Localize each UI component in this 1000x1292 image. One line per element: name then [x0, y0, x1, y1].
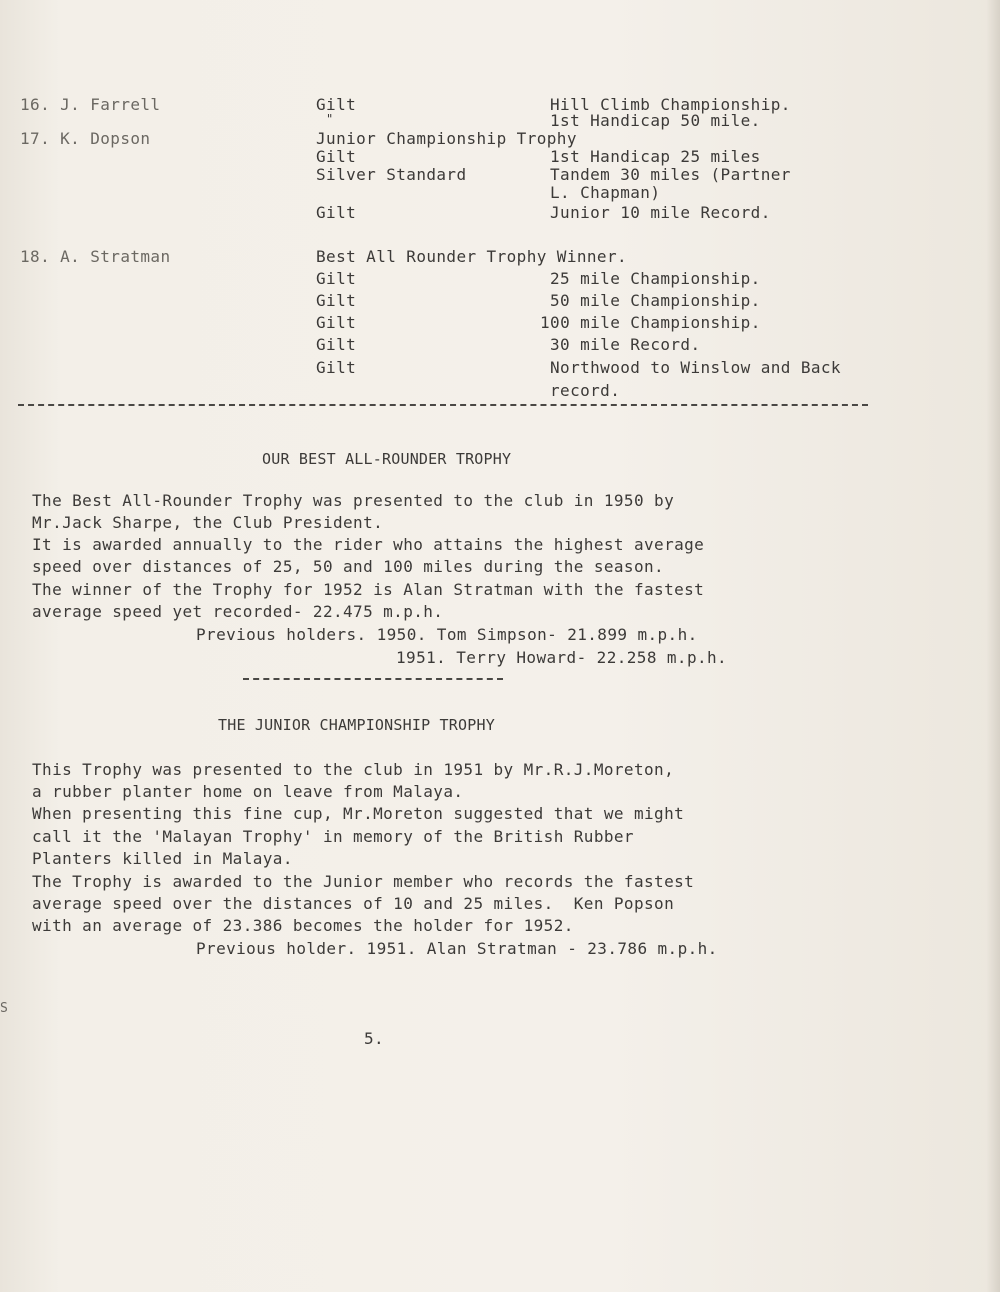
- paragraph-line: It is awarded annually to the rider who attains the highest average: [32, 535, 705, 554]
- paragraph-line: call it the 'Malayan Trophy' in memory of the British Rubber: [32, 827, 634, 846]
- paragraph-line: speed over distances of 25, 50 and 100 miles during the season.: [32, 557, 665, 576]
- page-number: 5.: [364, 1029, 385, 1048]
- award-event: 100 mile Championship.: [540, 313, 761, 332]
- award-type: Gilt: [316, 95, 357, 114]
- award-type: Gilt: [316, 335, 357, 354]
- award-type: Best All Rounder Trophy Winner.: [316, 247, 628, 266]
- previous-holders: 1951. Terry Howard- 22.258 m.p.h.: [396, 648, 728, 667]
- award-name: 16. J. Farrell: [20, 95, 161, 114]
- paragraph-line: with an average of 23.386 becomes the holder for 1952.: [32, 916, 574, 935]
- section-divider-short: [243, 678, 503, 680]
- award-name: 17. K. Dopson: [20, 129, 151, 148]
- award-event: Tandem 30 miles (Partner: [550, 165, 791, 184]
- section-divider: [18, 404, 868, 406]
- award-event: Northwood to Winslow and Back: [550, 358, 841, 377]
- award-event: Junior 10 mile Record.: [550, 203, 771, 222]
- paragraph-line: a rubber planter home on leave from Malaya.: [32, 782, 464, 801]
- paragraph-line: Planters killed in Malaya.: [32, 849, 293, 868]
- paragraph-line: The winner of the Trophy for 1952 is Alan Stratman with the fastest: [32, 580, 705, 599]
- paragraph-line: When presenting this fine cup, Mr.Moreton suggested that we might: [32, 804, 685, 823]
- paragraph-line: Mr.Jack Sharpe, the Club President.: [32, 513, 384, 532]
- award-type: Gilt: [316, 313, 357, 332]
- award-name: 18. A. Stratman: [20, 247, 171, 266]
- award-event: 1st Handicap 50 mile.: [550, 111, 761, 130]
- section-heading: THE JUNIOR CHAMPIONSHIP TROPHY: [218, 716, 495, 734]
- paragraph-line: The Best All-Rounder Trophy was presented to the club in 1950 by: [32, 491, 675, 510]
- page-edge-shadow: [986, 0, 1000, 1292]
- award-type: Gilt: [316, 203, 357, 222]
- paragraph-line: The Trophy is awarded to the Junior member who records the fastest: [32, 872, 695, 891]
- award-type: Silver Standard: [316, 165, 467, 184]
- award-event: 1st Handicap 25 miles: [550, 147, 761, 166]
- award-event: 30 mile Record.: [550, 335, 701, 354]
- award-type: Gilt: [316, 291, 357, 310]
- paragraph-line: average speed over the distances of 10 and 25 miles. Ken Popson: [32, 894, 675, 913]
- paragraph-line: average speed yet recorded- 22.475 m.p.h.: [32, 602, 444, 621]
- award-type: ": [326, 112, 334, 126]
- award-type: Gilt: [316, 147, 357, 166]
- award-type: Gilt: [316, 358, 357, 377]
- award-type: Gilt: [316, 269, 357, 288]
- award-type: Junior Championship Trophy: [316, 129, 577, 148]
- award-event: L. Chapman): [550, 183, 661, 202]
- paragraph-line: This Trophy was presented to the club in 1951 by Mr.R.J.Moreton,: [32, 760, 675, 779]
- margin-mark: S: [0, 1001, 9, 1016]
- award-event: 50 mile Championship.: [550, 291, 761, 310]
- section-heading: OUR BEST ALL-ROUNDER TROPHY: [262, 450, 512, 468]
- previous-holders: Previous holders. 1950. Tom Simpson- 21.899 m.p.h.: [196, 625, 698, 644]
- previous-holder: Previous holder. 1951. Alan Stratman - 23.786 m.p.h.: [196, 939, 718, 958]
- award-event: 25 mile Championship.: [550, 269, 761, 288]
- award-event: Hill Climb Championship.: [550, 95, 791, 114]
- award-event: record.: [550, 381, 621, 400]
